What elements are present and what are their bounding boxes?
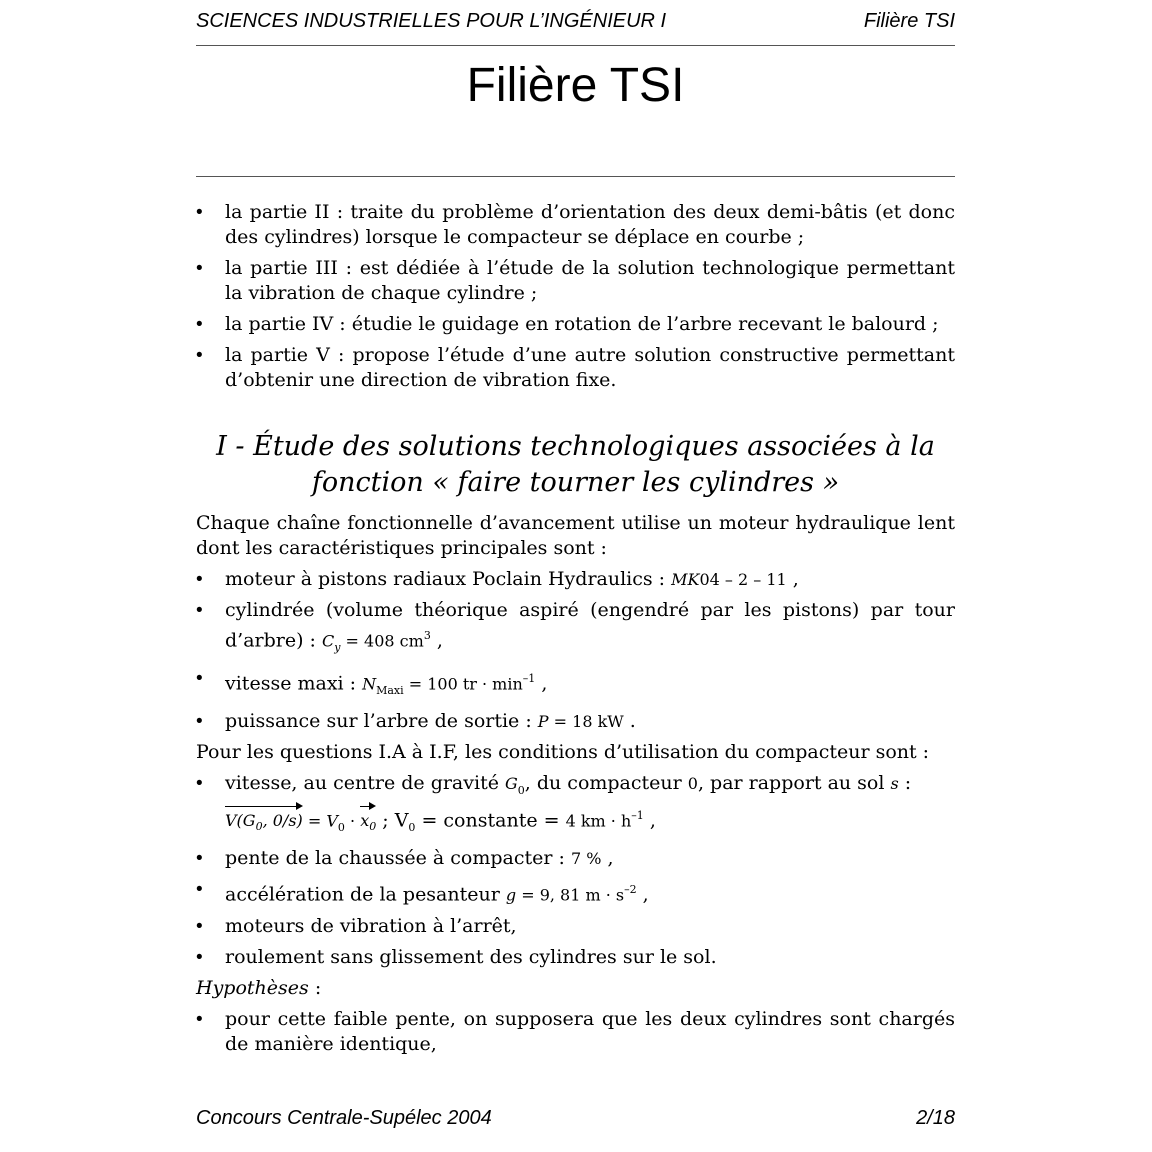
- x-vector: $x_0$: [360, 808, 376, 839]
- list-item: • la partie IV : étudie le guidage en rotation de l’arbre recevant le balourd ;: [196, 312, 955, 337]
- footer-left: Concours Centrale-Supélec 2004: [196, 1107, 492, 1129]
- paragraph-conditions-intro: Pour les questions I.A à I.F, les conditions d’utilisation du compacteur sont :: [196, 741, 930, 764]
- list-item: • vitesse maxi : $N_{Maxi} = 100$ tr · $\min^{-1}$ ,: [196, 666, 955, 703]
- page: [196, 0, 955, 1152]
- title-rule: [196, 176, 955, 177]
- document-body: [196, 200, 955, 1063]
- list-item: • puissance sur l’arbre de sortie : P = 18 kW .: [196, 709, 955, 734]
- hypotheses-label: Hypothèses :: [196, 976, 322, 999]
- list-item: • pente de la chaussée à compacter : 7 % ,: [196, 846, 955, 871]
- list-item: • moteurs de vibration à l’arrêt,: [196, 914, 955, 939]
- list-item: • pour cette faible pente, on supposera que les deux cylindres sont chargés de manière identique,: [196, 1007, 955, 1057]
- list-item: • la partie V : propose l’étude d’une autre solution constructive permettant d’obtenir une direction de vibration fixe.: [196, 343, 955, 393]
- section-title-line2: fonction « faire tourner les cylindres »: [311, 467, 840, 498]
- header-rule: [196, 45, 955, 46]
- list-item: • la partie III : est dédiée à l’étude de la solution technologique permettant la vibration de chaque cylindre ;: [196, 256, 955, 306]
- page-title: Filière TSI: [466, 59, 685, 112]
- list-item: • vitesse, au centre de gravité $G_0$, du compacteur 0, par rapport au sol s : $V(G_0$, $0/s) = V_0 \cdot x_0$ ; $V_0$ = constante = 4 km · $h^{-1}$ ,: [196, 771, 955, 840]
- section-title-line1: I - Étude des solutions technologiques associées à la: [216, 431, 935, 462]
- intro-list: [196, 200, 955, 393]
- section-title: [196, 429, 955, 501]
- header-left: SCIENCES INDUSTRIELLES POUR L’INGÉNIEUR I: [196, 10, 667, 32]
- page-header: [196, 10, 955, 40]
- list-item: • cylindrée (volume théorique aspiré (engendré par les pistons) par tour d’arbre) : $C_y = 408$ $cm^3$ ,: [196, 598, 955, 660]
- list-item: • roulement sans glissement des cylindres sur le sol.: [196, 945, 955, 970]
- page-footer: [196, 1107, 955, 1137]
- motor-list: [196, 567, 955, 734]
- list-item: • accélération de la pesanteur g = 9, 81 $m \cdot s^{-2}$ ,: [196, 877, 955, 907]
- hypotheses-list: [196, 1007, 955, 1057]
- list-item: • la partie II : traite du problème d’orientation des deux demi-bâtis (et donc des cylindres) lorsque le compacteur se déplace en courbe ;: [196, 200, 955, 250]
- page-number: 2/18: [916, 1107, 955, 1129]
- velocity-vector: $V(G_0$, 0/s): [225, 808, 303, 839]
- header-right: Filière TSI: [863, 10, 955, 32]
- conditions-list: [196, 771, 955, 969]
- list-item: • moteur à pistons radiaux Poclain Hydraulics : MK04 – 2 – 11 ,: [196, 567, 955, 592]
- paragraph-motor-intro: Chaque chaîne fonctionnelle d’avancement utilise un moteur hydraulique lent dont les caractéristiques principales sont :: [196, 512, 955, 559]
